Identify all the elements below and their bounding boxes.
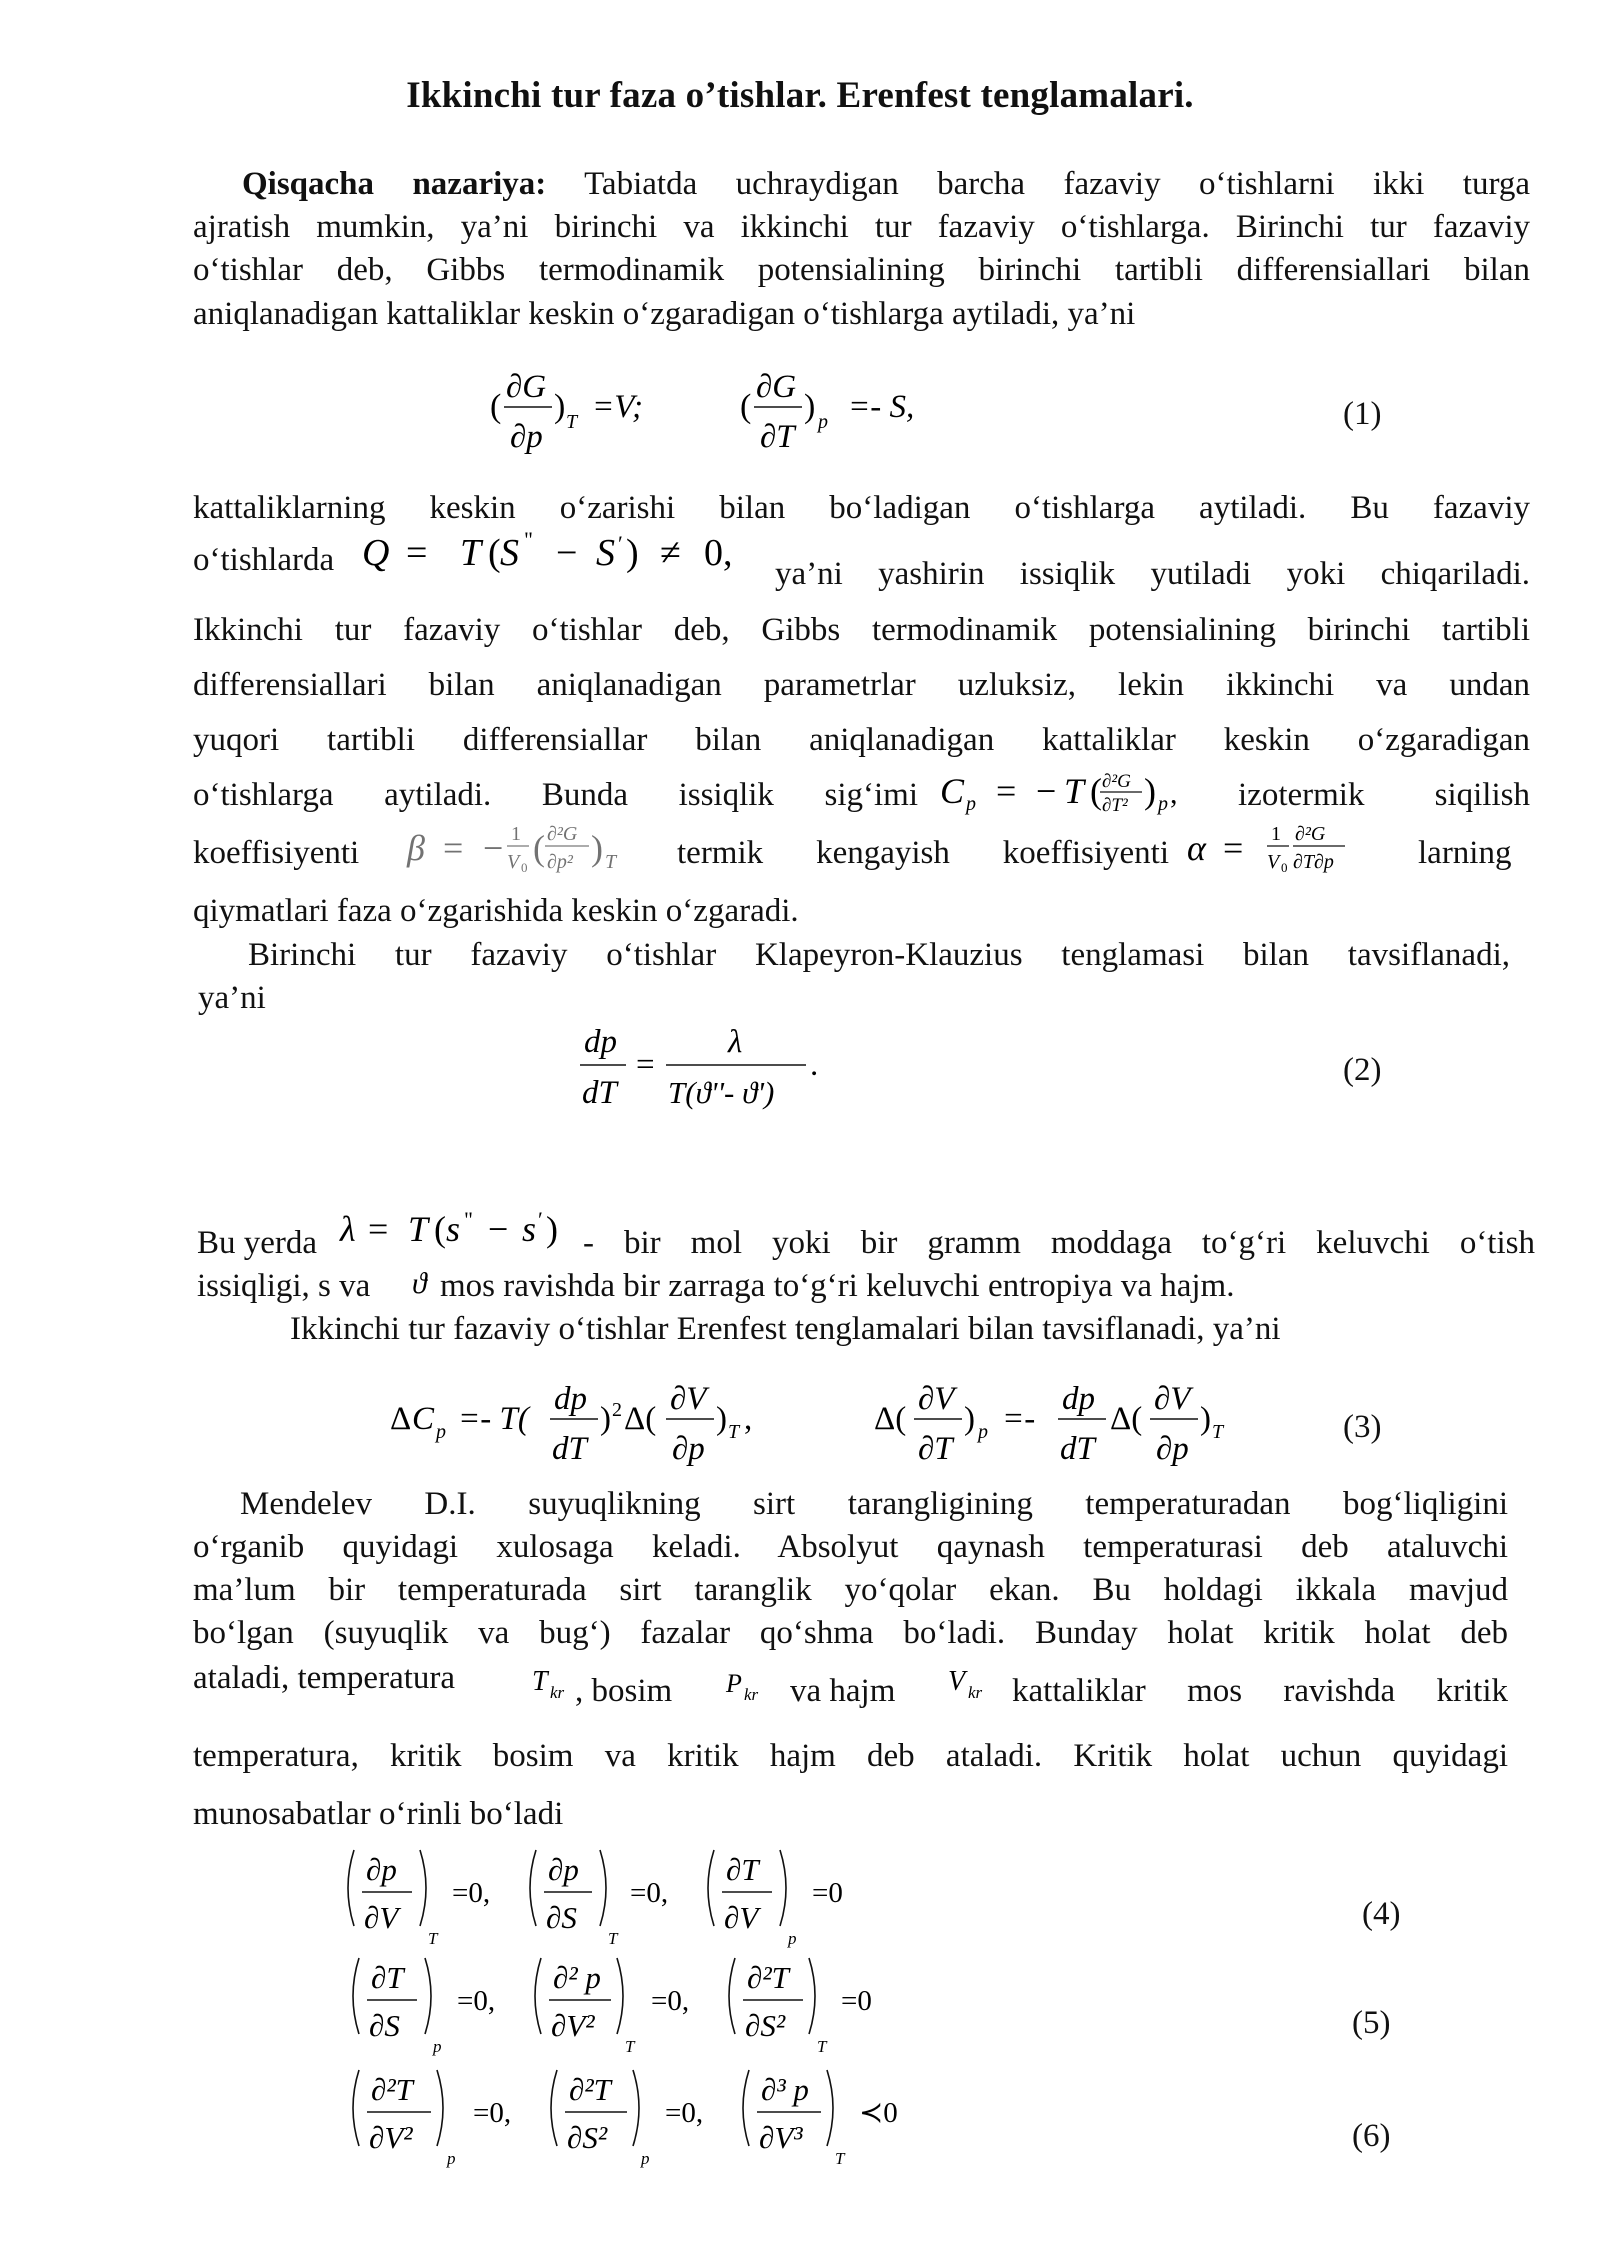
paragraph-2-line-6b: izotermik siqilish	[1238, 777, 1530, 813]
svg-text:p: p	[436, 1421, 446, 1443]
svg-text:(: (	[434, 1209, 446, 1249]
svg-text:V: V	[1267, 851, 1280, 873]
paragraph-2-line-2b: ya’ni yashirin issiqlik yutiladi yoki chiqariladi.	[775, 556, 1530, 592]
paragraph-2-line-1: kattaliklarning keskin o‘zarishi bilan bo‘ladigan o‘tishlarga aytiladi. Bu fazaviy	[193, 490, 1530, 526]
svg-text:1: 1	[1271, 823, 1281, 845]
paragraph-5-line-2: o‘rganib quyidagi xulosaga keladi. Absolyut qaynash temperaturasi deb ataluvchi	[193, 1529, 1508, 1565]
svg-text:1: 1	[511, 823, 521, 845]
svg-text:≠: ≠	[660, 532, 681, 574]
svg-text:(: (	[740, 388, 752, 425]
svg-text:∂T: ∂T	[918, 1431, 953, 1467]
svg-text:,: ,	[1170, 777, 1178, 810]
svg-text:.: .	[810, 1047, 819, 1083]
svg-text:dT: dT	[552, 1431, 587, 1467]
svg-text:−: −	[488, 1209, 509, 1249]
paragraph-1-line-3: o‘tishlar deb, Gibbs termodinamik potensialining birinchi tartibli differensiallari bilan	[193, 252, 1530, 288]
svg-text:Δ: Δ	[390, 1401, 412, 1437]
svg-text:∂G: ∂G	[756, 369, 797, 405]
svg-text:=0,: =0,	[452, 1877, 491, 1909]
svg-text:∂²T: ∂²T	[371, 2072, 413, 2107]
svg-text:kr: kr	[744, 1685, 759, 1704]
paragraph-4-line-2a: issiqligi, s va	[197, 1268, 371, 1304]
svg-text:S: S	[596, 532, 615, 574]
equation-number-5: (5)	[1352, 2005, 1391, 2041]
svg-text:∂p: ∂p	[1156, 1431, 1189, 1467]
svg-text:kr: kr	[550, 1683, 565, 1702]
svg-text:p: p	[788, 1929, 797, 1948]
svg-text:λ: λ	[340, 1209, 356, 1249]
section-label: Qisqacha nazariya:	[242, 166, 547, 202]
svg-text:∂T: ∂T	[371, 1960, 404, 1995]
paragraph-3-line-2: ya’ni	[198, 980, 266, 1016]
svg-text:=0,: =0,	[630, 1877, 669, 1909]
svg-text:dp: dp	[1062, 1381, 1095, 1417]
svg-text:kr: kr	[968, 1683, 983, 1702]
svg-text:∂V²: ∂V²	[551, 2008, 595, 2043]
equation-6-critical-conditions	[345, 2060, 925, 2172]
svg-text:=: =	[996, 771, 1017, 811]
svg-text:): )	[804, 388, 816, 425]
svg-text:C: C	[940, 771, 965, 811]
equation-2-clapeyron-clausius	[570, 1015, 850, 1115]
svg-text:∂V: ∂V	[364, 1900, 399, 1935]
critical-pressure-symbol	[724, 1664, 770, 1714]
svg-text:): )	[626, 532, 639, 574]
paragraph-5-line-1: Mendelev D.I. suyuqlikning sirt tarangligining temperaturadan bog‘liqligini	[240, 1486, 1508, 1522]
paragraph-2-line-6a: o‘tishlarga aytiladi. Bunda issiqlik sig‘imi	[193, 777, 918, 813]
svg-text:Δ(: Δ(	[624, 1401, 657, 1437]
svg-text:∂²G: ∂²G	[547, 823, 578, 845]
svg-text:=0,: =0,	[473, 2097, 512, 2129]
svg-text:C: C	[412, 1401, 435, 1437]
svg-text:∂T∂p: ∂T∂p	[1293, 851, 1334, 873]
svg-text:2: 2	[612, 1399, 622, 1421]
svg-text:∂p: ∂p	[548, 1852, 579, 1887]
svg-text:=- S,: =- S,	[848, 389, 915, 425]
svg-text:≺0: ≺0	[859, 2097, 898, 2129]
svg-text:V: V	[948, 1666, 966, 1697]
paragraph-5-line-3: ma’lum bir temperaturada sirt taranglik yo‘qolar ekan. Bu holdagi ikkala mavjud	[193, 1572, 1508, 1608]
svg-text:p: p	[978, 1421, 988, 1443]
svg-text:T: T	[428, 1929, 438, 1948]
svg-text:): )	[546, 1209, 558, 1249]
critical-temperature-symbol	[530, 1660, 576, 1710]
svg-text:α: α	[1187, 828, 1206, 868]
svg-text:): )	[1200, 1401, 1211, 1437]
paragraph-5-line-5d: kattaliklar mos ravishda kritik	[1012, 1673, 1508, 1709]
paragraph-5-line-6: temperatura, kritik bosim va kritik hajm deb ataladi. Kritik holat uchun quyidagi	[193, 1738, 1508, 1774]
isothermal-compressibility-formula	[405, 818, 665, 880]
latent-heat-formula	[360, 525, 770, 585]
svg-text:=: =	[1223, 828, 1244, 868]
svg-text:T: T	[728, 1421, 740, 1443]
svg-text:(: (	[1090, 771, 1102, 811]
paragraph-2-line-7a: koeffisiyenti	[193, 835, 360, 871]
svg-text:T: T	[1212, 1421, 1224, 1443]
svg-text:Q: Q	[362, 532, 390, 574]
svg-text:=0,: =0,	[665, 2097, 704, 2129]
svg-text:T: T	[1064, 771, 1085, 811]
svg-text:(: (	[490, 388, 502, 425]
paragraph-2-line-7c: larning	[1418, 835, 1512, 871]
svg-text:T: T	[608, 1929, 618, 1948]
svg-text:P: P	[726, 1669, 742, 1698]
svg-text:p: p	[966, 793, 976, 815]
paragraph-3-line-1: Birinchi tur fazaviy o‘tishlar Klapeyron-Klauzius tenglamasi bilan tavsiflanadi,	[248, 937, 1510, 973]
svg-text:T(ϑ''- ϑ'): T(ϑ''- ϑ')	[668, 1075, 775, 1110]
svg-text:=0,: =0,	[651, 1985, 690, 2017]
svg-text:T: T	[408, 1209, 429, 1249]
svg-text:=: =	[406, 532, 428, 574]
lambda-formula	[338, 1205, 600, 1255]
thermal-expansion-formula	[1185, 818, 1385, 880]
svg-text:0: 0	[1281, 860, 1288, 875]
svg-text:=: =	[443, 828, 464, 868]
svg-text:V: V	[507, 851, 520, 873]
svg-text:T: T	[605, 851, 617, 873]
svg-text:dT: dT	[582, 1075, 617, 1111]
svg-text:=-: =-	[1002, 1401, 1036, 1437]
svg-text:): )	[600, 1401, 611, 1437]
svg-text:∂S²: ∂S²	[567, 2120, 608, 2155]
critical-volume-symbol	[946, 1660, 992, 1710]
paragraph-5-line-5c: va hajm	[790, 1673, 896, 1709]
p1-line-1-text: Tabiatda uchraydigan barcha fazaviy o‘tishlarni ikki turga	[584, 166, 1530, 202]
svg-text:": "	[524, 527, 533, 552]
svg-text:T: T	[460, 532, 482, 574]
paragraph-1-line-4: aniqlanadigan kattaliklar keskin o‘zgaradigan o‘tishlarga aytiladi, ya’ni	[193, 296, 1136, 332]
svg-text:): )	[1144, 771, 1156, 811]
svg-text:∂²G: ∂²G	[1295, 823, 1326, 845]
svg-text:s: s	[446, 1209, 461, 1249]
svg-text:∂p: ∂p	[510, 419, 543, 455]
equation-number-1: (1)	[1343, 396, 1382, 432]
svg-text:(: (	[488, 532, 501, 574]
paragraph-2-line-2a: o‘tishlarda	[193, 542, 335, 578]
svg-text:Δ(: Δ(	[1110, 1401, 1143, 1437]
svg-text:=- T(: =- T(	[458, 1401, 529, 1437]
svg-text:∂V²: ∂V²	[369, 2120, 413, 2155]
svg-text:∂V: ∂V	[670, 1381, 707, 1417]
svg-text:∂V³: ∂V³	[759, 2120, 803, 2155]
paragraph-4-line-2b: mos ravishda bir zarraga to‘g‘ri keluvchi entropiya va hajm.	[440, 1268, 1235, 1304]
svg-text:dT: dT	[1060, 1431, 1095, 1467]
page-title: Ikkinchi tur faza o’tishlar. Erenfest tenglamalari.	[406, 75, 1194, 116]
svg-text:p: p	[818, 411, 828, 433]
svg-text:−: −	[483, 828, 504, 868]
paragraph-5-line-5a: ataladi, temperatura	[193, 1660, 456, 1696]
paragraph-5-line-7: munosabatlar o‘rinli bo‘ladi	[193, 1796, 564, 1832]
paragraph-2-line-7b: termik kengayish koeffisiyenti	[677, 835, 1169, 871]
svg-text:): )	[716, 1401, 727, 1437]
svg-text:Δ(: Δ(	[874, 1401, 907, 1437]
svg-text:T: T	[566, 411, 578, 433]
svg-text:∂p²: ∂p²	[547, 851, 573, 873]
svg-text:T: T	[817, 2037, 827, 2056]
svg-text:∂V: ∂V	[918, 1381, 955, 1417]
svg-text:T: T	[625, 2037, 635, 2056]
svg-text:∂² p: ∂² p	[553, 1960, 601, 1995]
paragraph-2-line-5: yuqori tartibli differensiallar bilan aniqlanadigan kattaliklar keskin o‘zgaradigan	[193, 722, 1530, 758]
paragraph-4-line-1a: Bu yerda	[197, 1225, 318, 1261]
equation-number-4: (4)	[1362, 1896, 1401, 1932]
paragraph-5-line-4: bo‘lgan (suyuqlik va bug‘) fazalar qo‘shma bo‘ladi. Bunday holat kritik holat deb	[193, 1615, 1508, 1651]
equation-1-gibbs-derivatives	[480, 360, 980, 460]
svg-text:∂S: ∂S	[369, 2008, 400, 2043]
svg-text:′: ′	[618, 531, 623, 556]
svg-text:∂T²: ∂T²	[1102, 795, 1128, 816]
svg-text:p: p	[641, 2149, 650, 2168]
svg-text:∂p: ∂p	[366, 1852, 397, 1887]
svg-text:=: =	[636, 1047, 655, 1083]
svg-text:∂S: ∂S	[546, 1900, 577, 1935]
svg-text:): )	[591, 828, 603, 868]
paragraph-1-line-1	[242, 166, 1530, 203]
svg-text:∂V: ∂V	[724, 1900, 759, 1935]
svg-text:=0,: =0,	[457, 1985, 496, 2017]
svg-text:S: S	[500, 532, 519, 574]
svg-text:λ: λ	[728, 1024, 743, 1060]
svg-text:=0: =0	[841, 1985, 872, 2017]
svg-text:ϑ: ϑ	[412, 1267, 427, 1300]
svg-text:(: (	[533, 828, 545, 868]
svg-text:∂²G: ∂²G	[1102, 771, 1131, 792]
svg-text:p: p	[1158, 793, 1168, 815]
paragraph-4-line-3: Ikkinchi tur fazaviy o‘tishlar Erenfest tenglamalari bilan tavsiflanadi, ya’ni	[290, 1311, 1281, 1347]
svg-text:0: 0	[521, 860, 528, 875]
equation-number-6: (6)	[1352, 2118, 1391, 2154]
svg-text:dp: dp	[554, 1381, 587, 1417]
svg-text:dp: dp	[584, 1024, 617, 1060]
svg-text:∂T: ∂T	[760, 419, 795, 455]
svg-text:=V;: =V;	[592, 389, 643, 425]
svg-text:∂V: ∂V	[1154, 1381, 1191, 1417]
svg-text:β: β	[407, 828, 425, 868]
svg-text:∂²T: ∂²T	[747, 1960, 789, 1995]
svg-text:∂³ p: ∂³ p	[761, 2072, 809, 2107]
svg-text:): )	[964, 1401, 975, 1437]
svg-text:′: ′	[538, 1207, 543, 1232]
svg-text:∂p: ∂p	[672, 1431, 705, 1467]
equation-number-3: (3)	[1343, 1409, 1382, 1445]
svg-text:=: =	[368, 1209, 389, 1249]
equation-3-ehrenfest	[380, 1372, 1260, 1472]
volume-symbol	[408, 1265, 438, 1305]
svg-text:−: −	[1036, 771, 1057, 811]
equation-number-2: (2)	[1343, 1052, 1382, 1088]
svg-text:T: T	[835, 2149, 845, 2168]
paragraph-2-line-8: qiymatlari faza o‘zgarishida keskin o‘zgaradi.	[193, 893, 799, 929]
svg-text:,: ,	[744, 1401, 753, 1437]
svg-text:=0: =0	[812, 1877, 843, 1909]
paragraph-2-line-3: Ikkinchi tur fazaviy o‘tishlar deb, Gibbs termodinamik potensialining birinchi tartibli	[193, 612, 1530, 648]
paragraph-1-line-2: ajratish mumkin, ya’ni birinchi va ikkinchi tur fazaviy o‘tishlarga. Birinchi tur fazaviy	[193, 209, 1530, 245]
svg-text:T: T	[532, 1666, 548, 1697]
svg-text:0,: 0,	[704, 532, 733, 574]
heat-capacity-formula	[938, 765, 1228, 821]
svg-text:s: s	[522, 1209, 537, 1249]
paragraph-5-line-5b: , bosim	[575, 1673, 673, 1709]
svg-text:∂G: ∂G	[506, 369, 547, 405]
paragraph-4-line-1b: - bir mol yoki bir gramm moddaga to‘g‘ri keluvchi o‘tish	[583, 1225, 1535, 1261]
svg-text:∂S²: ∂S²	[745, 2008, 786, 2043]
equation-5-critical-conditions	[345, 1948, 905, 2058]
svg-text:p: p	[447, 2149, 456, 2168]
svg-text:∂T: ∂T	[726, 1852, 759, 1887]
svg-text:": "	[464, 1207, 473, 1232]
svg-text:−: −	[556, 532, 578, 574]
paragraph-2-line-4: differensiallari bilan aniqlanadigan parametrlar uzluksiz, lekin ikkinchi va undan	[193, 667, 1530, 703]
svg-text:∂²T: ∂²T	[569, 2072, 611, 2107]
svg-text:): )	[554, 388, 566, 425]
svg-text:p: p	[433, 2037, 442, 2056]
equation-4-critical-conditions	[340, 1840, 900, 1950]
